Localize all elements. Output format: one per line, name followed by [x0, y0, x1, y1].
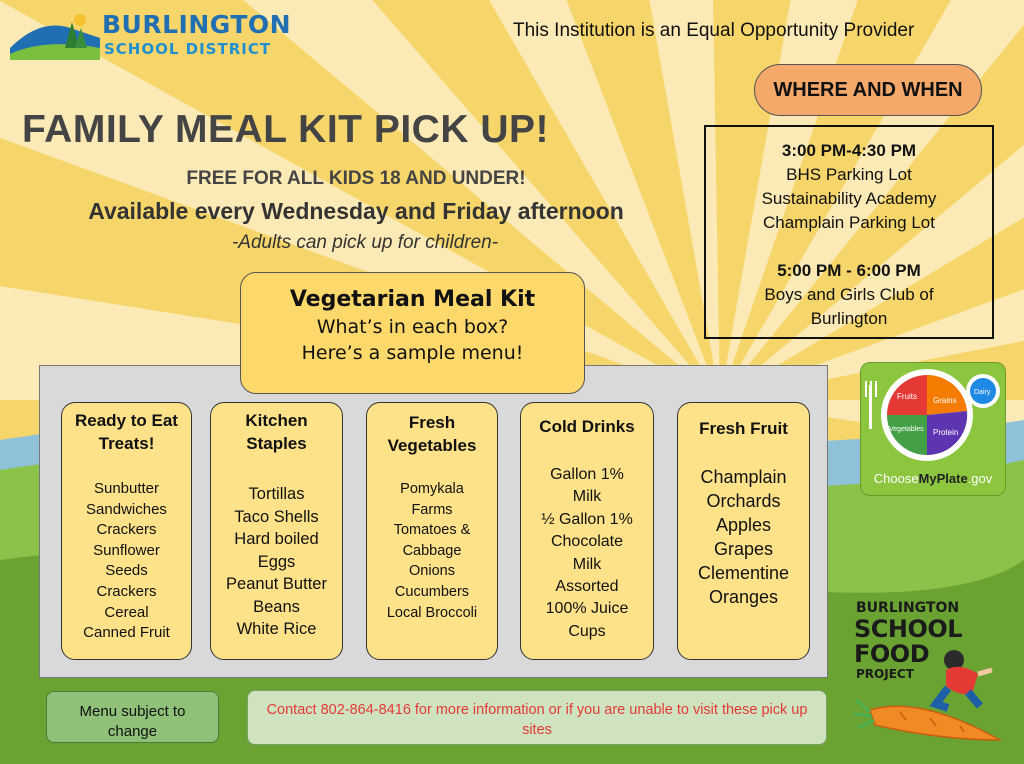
- district-logo: [10, 6, 310, 66]
- schedule-location-5: Burlington: [810, 309, 888, 328]
- schedule-time-2: 5:00 PM - 6:00 PM: [777, 261, 921, 280]
- card-title: Fresh: [408, 413, 456, 432]
- list-item: Onions: [409, 563, 455, 580]
- list-item: Chocolate: [550, 533, 624, 551]
- list-item: Clementine: [697, 563, 790, 583]
- list-item: Oranges: [708, 587, 779, 607]
- list-item: Gallon 1%: [550, 466, 624, 483]
- card-kitchen-staples: [210, 402, 343, 660]
- list-item: Cups: [568, 622, 606, 640]
- schedule-box: [704, 125, 994, 339]
- card-title: Kitchen: [245, 411, 308, 430]
- card-fresh-fruit: [677, 402, 810, 660]
- district-subname: SCHOOL DISTRICT: [104, 40, 272, 58]
- card-items: [62, 479, 191, 644]
- schedule-location-3: Champlain Parking Lot: [763, 213, 935, 232]
- myplate-brand-myplate: MyPlate: [918, 471, 968, 486]
- contact-box: [247, 690, 827, 745]
- myplate-brand-choose: Choose: [873, 471, 919, 486]
- menu-subject-box: [46, 691, 219, 743]
- list-item: Milk: [572, 488, 602, 506]
- list-item: Eggs: [257, 552, 296, 571]
- list-item: Seeds: [105, 562, 148, 580]
- myplate-brand-gov: .gov: [967, 471, 993, 486]
- list-item: Canned Fruit: [83, 624, 170, 642]
- card-title: Ready to Eat: [75, 411, 178, 430]
- myplate-logo: [860, 362, 1006, 496]
- schedule-location-1: BHS Parking Lot: [786, 165, 912, 184]
- list-item: Tomatoes &: [393, 522, 471, 539]
- card-title-2: Treats!: [98, 434, 155, 453]
- card-ready-to-eat: [61, 402, 192, 660]
- list-item: Crackers: [96, 521, 157, 539]
- list-item: Sunflower: [93, 541, 160, 559]
- card-title: Cold Drinks: [539, 417, 635, 436]
- card-fresh-vegetables: [366, 402, 498, 660]
- myplate-fruits-label: Fruits: [897, 392, 917, 401]
- card-items: [211, 483, 342, 641]
- food-project-line-3: FOOD: [854, 640, 930, 668]
- list-item: Champlain: [700, 467, 787, 487]
- list-item: Cereal: [104, 603, 149, 621]
- list-item: 100% Juice: [545, 600, 629, 618]
- card-items: [367, 479, 497, 623]
- myplate-vegetables-label: Vegetables: [889, 426, 924, 433]
- adults-note: -Adults can pick up for children-: [231, 232, 499, 253]
- page-title: FAMILY MEAL KIT PICK UP!: [22, 108, 549, 151]
- schedule-location-2: Sustainability Academy: [761, 189, 937, 208]
- list-item: Crackers: [96, 582, 157, 600]
- where-when-label: WHERE AND WHEN: [773, 79, 963, 101]
- card-items: [521, 464, 653, 643]
- menu-subject-note: Menu subject to change: [79, 703, 186, 740]
- list-item: Peanut Butter: [226, 575, 327, 593]
- availability: Available every Wednesday and Friday afternoon: [88, 198, 624, 224]
- myplate-plate-icon: [861, 365, 1005, 469]
- list-item: Orchards: [706, 491, 781, 511]
- carrot-kid-icon: [850, 600, 1020, 750]
- myplate-dairy-label: Dairy: [974, 389, 991, 396]
- myplate-grains-label: Grains: [933, 396, 957, 405]
- card-title: Fresh Fruit: [699, 419, 788, 438]
- card-items: [678, 465, 809, 609]
- meal-kit-callout: [240, 272, 585, 394]
- district-name: BURLINGTON: [102, 10, 292, 39]
- list-item: Local Broccoli: [386, 604, 478, 621]
- free-for-kids: FREE FOR ALL KIDS 18 AND UNDER!: [186, 168, 526, 189]
- list-item: Beans: [253, 597, 300, 616]
- list-item: Assorted: [555, 578, 619, 596]
- food-project-line-4: PROJECT: [856, 667, 914, 681]
- list-item: Tortillas: [248, 485, 305, 503]
- list-item: Farms: [411, 501, 453, 518]
- card-title-2: Vegetables: [387, 436, 477, 455]
- list-item: Pomykala: [400, 481, 464, 497]
- mountain-tree-icon: [10, 8, 100, 60]
- list-item: Sunbutter: [93, 480, 160, 497]
- list-item: Hard boiled: [234, 530, 319, 548]
- where-when-pill: [754, 64, 982, 116]
- myplate-protein-label: Protein: [933, 428, 959, 437]
- contact-info: Contact 802-864-8416 for more information or if you are unable to visit these pick up sites: [266, 702, 808, 738]
- meal-kit-question: What’s in each box?: [316, 316, 509, 338]
- food-project-line-1: BURLINGTON: [856, 600, 960, 616]
- equal-opportunity-notice: This Institution is an Equal Opportunity Provider: [513, 20, 915, 41]
- schedule-time-1: 3:00 PM-4:30 PM: [781, 141, 917, 160]
- card-cold-drinks: [520, 402, 654, 660]
- list-item: Sandwiches: [86, 500, 167, 518]
- list-item: Grapes: [713, 539, 774, 559]
- schedule-location-4: Boys and Girls Club of: [764, 285, 934, 304]
- meal-kit-title: Vegetarian Meal Kit: [289, 287, 536, 312]
- myplate-brand: [867, 471, 999, 486]
- food-project-logo: [850, 600, 1020, 750]
- food-project-line-2: SCHOOL: [854, 615, 963, 643]
- list-item: White Rice: [236, 620, 317, 638]
- list-item: Taco Shells: [234, 507, 319, 526]
- list-item: Apples: [715, 515, 772, 535]
- card-title-2: Staples: [246, 434, 307, 453]
- meal-kit-sample: Here’s a sample menu!: [301, 342, 524, 364]
- list-item: Milk: [572, 555, 602, 573]
- list-item: Cabbage: [402, 542, 462, 559]
- list-item: ½ Gallon 1%: [541, 510, 633, 528]
- list-item: Cucumbers: [394, 583, 470, 600]
